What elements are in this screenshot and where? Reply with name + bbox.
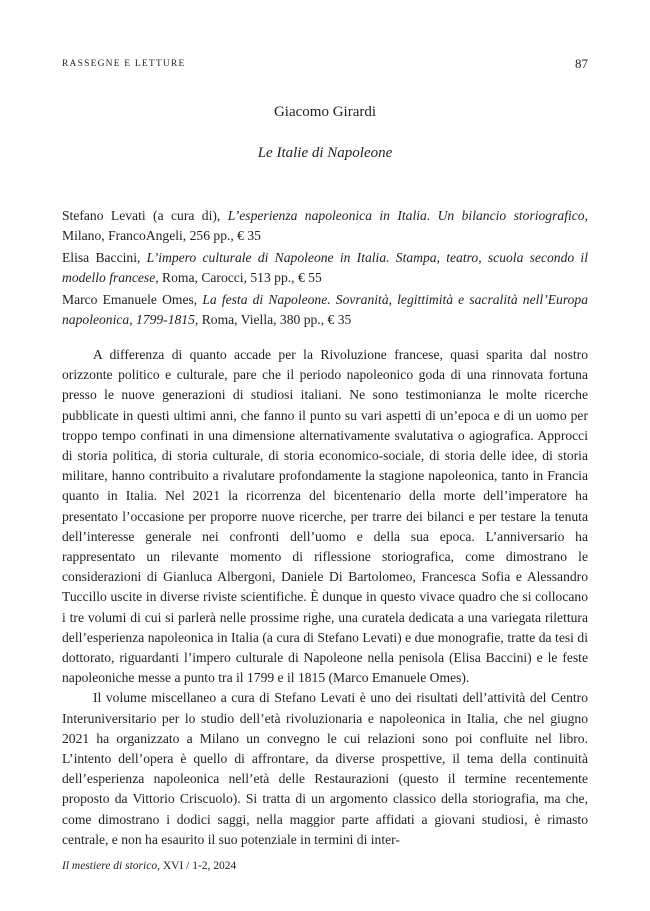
book-title: La festa di Napoleone. Sovranità, legittimità e sacralità nell’Europa napoleonica, 1799-1815 bbox=[62, 292, 588, 327]
book-entry bbox=[62, 248, 588, 288]
paragraph: Il volume miscellaneo a cura di Stefano Levati è uno dei risultati dell’attività del Centro Interuniversitario per lo studio dell’età rivoluzionaria e napoleonica in Italia, che nel giugno 2021 ha organizzato a Milano un convegno le cui relazioni sono poi confluite nel libro. L’intento dell’opera è quello di affrontare, da diverse prospettive, il tema della continuità dell’esperienza napoleonica nell’età delle Restaurazioni (questo il termine recentemente proposto da Vittorio Criscuolo). Si tratta di un argomento classico della storiografia, ma che, come dimostrano i dodici saggi, nella maggior parte affidati a giovani studiosi, è rimasto centrale, e non ha esaurito il suo potenziale in termini di inter- bbox=[62, 690, 588, 847]
bibliography bbox=[62, 206, 588, 332]
book-title: L’esperienza napoleonica in Italia. Un bilancio storiografico bbox=[227, 208, 585, 223]
journal-issue: , XVI / 1-2, 2024 bbox=[157, 860, 237, 872]
page-footer bbox=[62, 860, 236, 872]
page-number: 87 bbox=[575, 56, 588, 71]
journal-name: Il mestiere di storico bbox=[62, 860, 158, 872]
book-authors: Stefano Levati (a cura di), bbox=[62, 208, 228, 223]
paragraph: A differenza di quanto accade per la Rivoluzione francese, quasi sparita dal nostro orizzonte politico e culturale, pare che il periodo napoleonico goda di una rinnovata fortuna presso le nuove generazioni di studiosi italiani. Ne sono testimonianza le molte ricerche pubblicate in questi ultimi anni, che fanno il punto su vari aspetti di un’epoca e di un uomo per troppo tempo confinati in una dimensione alternativamente svalutativa o agiografica. Approcci di storia politica, di storia culturale, di storia economico-sociale, di storia delle idee, di storia militare, hanno contribuito a rivalutare profondamente la stagione napoleonica, tanto in Francia quanto in Italia. Nel 2021 la ricorrenza del bicentenario della morte dell’imperatore ha presentato l’occasione per proporre nuove ricerche, per trarre dei bilanci e per testare la tenuta dell’interesse generale nei confronti dell’uomo e della sua epoca. L’anniversario ha rappresentato un rilevante momento di riflessione storiografica, come dimostrano le considerazioni di Gianluca Albergoni, Daniele Di Bartolomeo, Francesca Sofia e Alessandro Tuccillo uscite in diverse riviste scientifiche. È dunque in questo vivace quadro che si collocano i tre volumi di cui si parlerà nelle prossime righe, una curatela dedicata a una variegata rilettura dell’esperienza napoleonica in Italia (a cura di Stefano Levati) e due monografie, tratte da tesi di dottorato, riguardanti l’impero culturale di Napoleone nella penisola (Elisa Baccini) e le feste napoleoniche messe a punto tra il 1799 e il 1815 (Marco Emanuele Omes). bbox=[62, 347, 588, 686]
running-header bbox=[62, 56, 588, 76]
book-title: L’impero culturale di Napoleone in Italia. Stampa, teatro, scuola secondo il modello francese bbox=[62, 250, 588, 285]
book-details: , Roma, Carocci, 513 pp., € 55 bbox=[155, 270, 322, 285]
book-entry bbox=[62, 290, 588, 330]
review-title: Le Italie di Napoleone bbox=[257, 145, 393, 161]
review-author: Giacomo Girardi bbox=[273, 104, 377, 120]
book-entry bbox=[62, 206, 588, 246]
article-body bbox=[62, 345, 588, 850]
book-authors: Marco Emanuele Omes, bbox=[62, 292, 203, 307]
book-details: , Roma, Viella, 380 pp., € 35 bbox=[194, 312, 352, 327]
book-authors: Elisa Baccini, bbox=[62, 250, 147, 265]
book-details: , Milano, FrancoAngeli, 256 pp., € 35 bbox=[62, 208, 588, 243]
running-title: RASSEGNE E LETTURE bbox=[62, 59, 186, 69]
